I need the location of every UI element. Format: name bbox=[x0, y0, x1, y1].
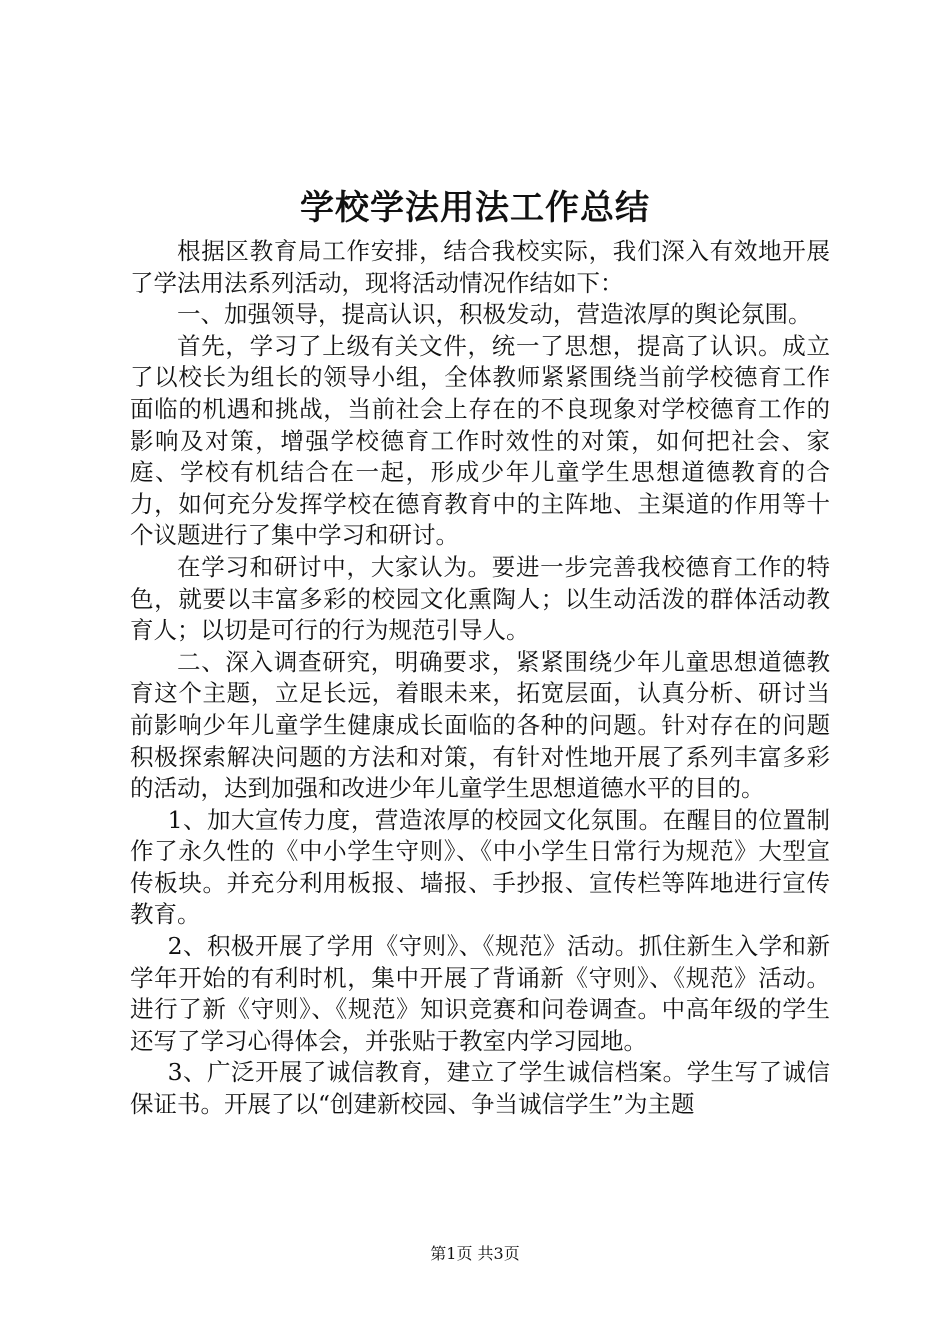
paragraph-study: 首先，学习了上级有关文件，统一了思想，提高了认识。成立了以校长为组长的领导小组，全体教师紧紧围绕当前学校德育工作面临的机遇和挑战，当前社会上存在的不良现象对学校德育工作的影响及对策，增强学校德育工作时效性的对策，如何把社会、家庭、学校有机结合在一起，形成少年儿童学生思想道德教育的合力，如何充分发挥学校在德育教育中的主阵地、主渠道的作用等十个议题进行了集中学习和研讨。 bbox=[130, 331, 830, 550]
page-footer: 第1页 共3页 bbox=[430, 1244, 520, 1263]
paragraph-intro: 根据区教育局工作安排，结合我校实际，我们深入有效地开展了学法用法系列活动，现将活动情况作结如下： bbox=[130, 237, 830, 297]
paragraph-item-2: 2、积极开展了学用《守则》、《规范》活动。抓住新生入学和新学年开始的有利时机，集中开展了背诵新《守则》、《规范》活动。进行了新《守则》、《规范》知识竞赛和问卷调查。中高年级的学生还写了学习心得体会，并张贴于教室内学习园地。 bbox=[130, 932, 830, 1055]
paragraph-section-2-heading: 二、深入调查研究，明确要求，紧紧围绕少年儿童思想道德教育这个主题，立足长远，着眼未来，拓宽层面，认真分析、研讨当前影响少年儿童学生健康成长面临的各种的问题。针对存在的问题积极探索解决问题的方法和对策，有针对性地开展了系列丰富多彩的活动，达到加强和改进少年儿童学生思想道德水平的目的。 bbox=[130, 647, 830, 803]
document-title: 学校学法用法工作总结 bbox=[300, 188, 650, 228]
document-body bbox=[130, 236, 830, 1121]
paragraph-item-3: 3、广泛开展了诚信教育，建立了学生诚信档案。学生写了诚信保证书。开展了以“创建新校园、争当诚信学生”为主题 bbox=[130, 1058, 830, 1119]
paragraph-item-1: 1、加大宣传力度，营造浓厚的校园文化氛围。在醒目的位置制作了永久性的《中小学生守则》、《中小学生日常行为规范》大型宣传板块。并充分利用板报、墙报、手抄报、宣传栏等阵地进行宣传教育。 bbox=[130, 805, 830, 929]
paragraph-section-1-heading: 一、加强领导，提高认识，积极发动，营造浓厚的舆论氛围。 bbox=[177, 300, 812, 329]
paragraph-discussion: 在学习和研讨中，大家认为。要进一步完善我校德育工作的特色，就要以丰富多彩的校园文化熏陶人；以生动活泼的群体活动教育人；以切是可行的行为规范引导人。 bbox=[130, 552, 830, 645]
